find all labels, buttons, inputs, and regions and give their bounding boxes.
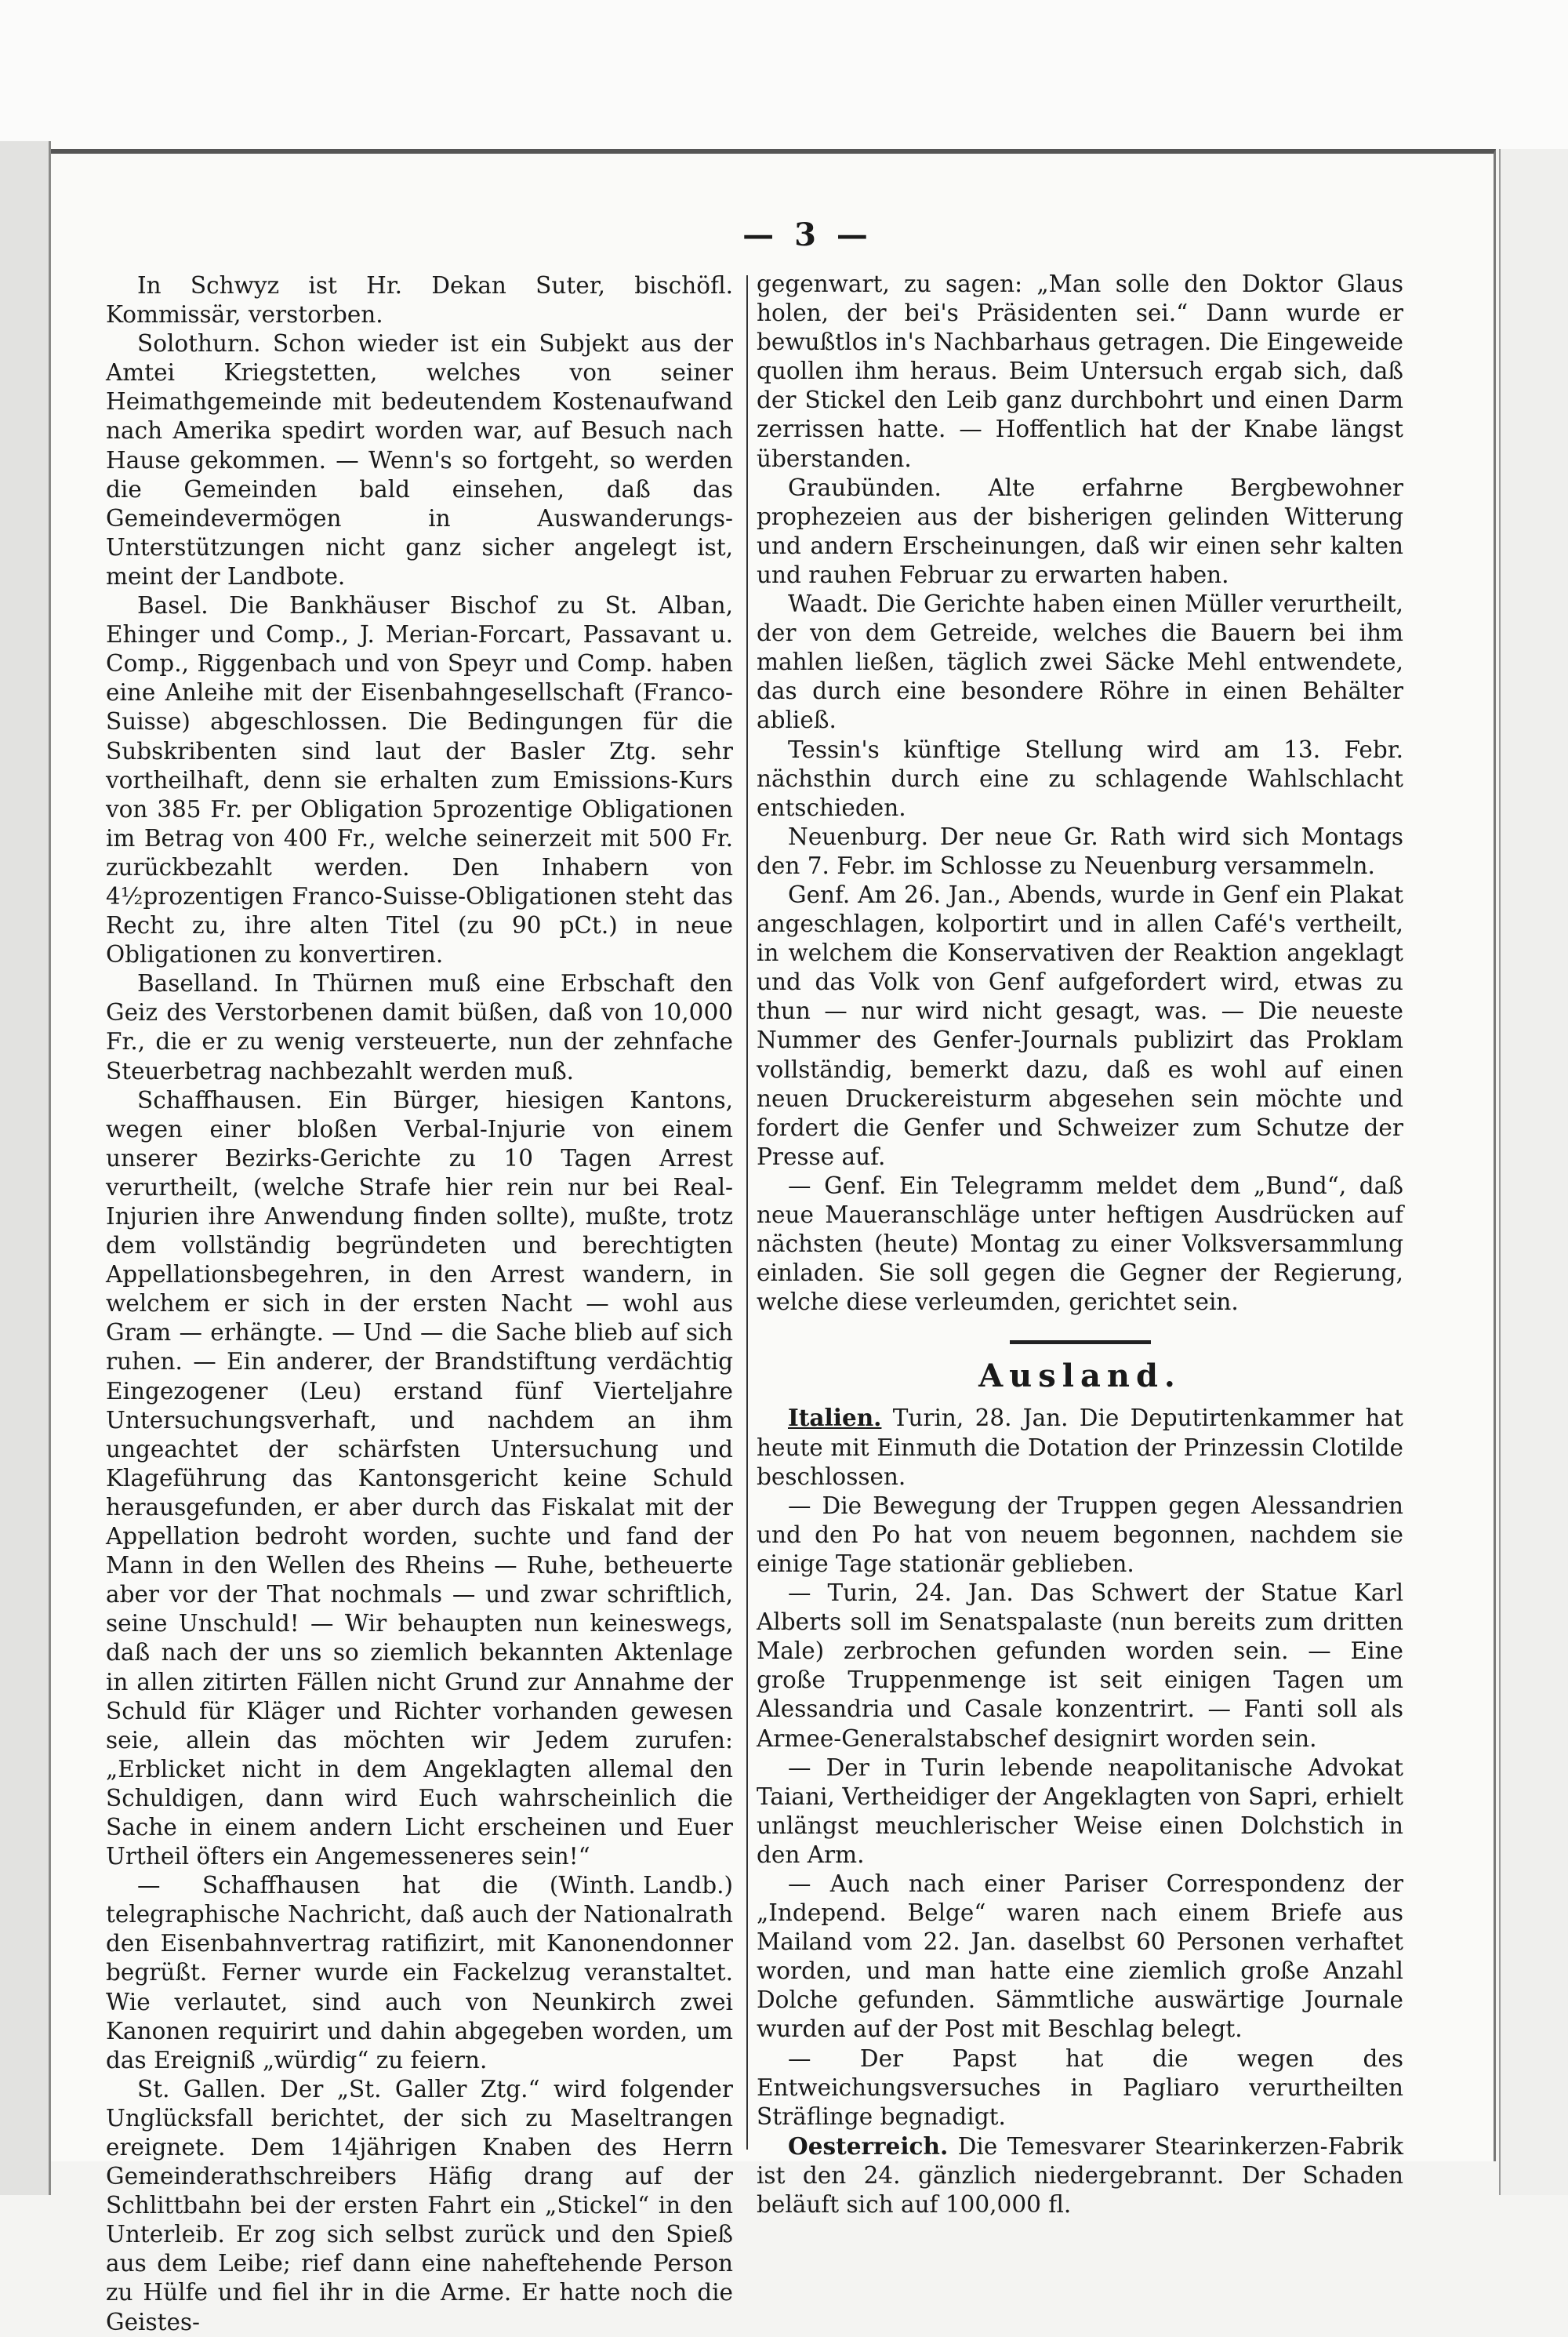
article-tessin <box>757 736 1403 823</box>
right-column <box>757 270 1403 2219</box>
article-lead: Graubünden. <box>788 474 942 501</box>
article-schaffhausen-2 <box>106 1871 733 2075</box>
article-lead: Waadt. <box>788 591 869 618</box>
article-neuenburg <box>757 823 1403 881</box>
article-solothurn <box>106 329 733 591</box>
article-source: (Winth. Landb.) <box>549 1872 733 1899</box>
article-text: künftige Stellung wird am 13. Febr. nächsthin durch eine zu schlagende Wahlschlacht entschieden. <box>757 736 1403 821</box>
section-rule <box>1010 1340 1151 1344</box>
article-text: Der „St. Galler Ztg.“ wird folgender Unglücksfall berichtet, der sich zu Maseltrangen ereignete. Dem 14jährigen Knaben des Herrn Gemeinderathschreibers Häfig drang auf der Schlittbahn bei der ersten Fahrt ein „Stickel“ in den Unterleib. Er zog sich selbst zurück und den Spieß aus dem Leibe; rief dann eine naheftehende Person zu Hülfe und fiel ihr in die Arme. Er hatte noch die Geistes- <box>106 2075 733 2335</box>
article-text: Ein Telegramm meldet dem „Bund“, daß neue Maueranschläge unter heftigen Ausdrücken auf nächsten (heute) Montag zu einer Volksversammlung einladen. Sie soll gegen die Gegner der Regierung, welche diese verleumden, gerichtet sein. <box>757 1172 1403 1316</box>
article-lead: Baselland. <box>137 970 260 998</box>
article-genf-2 <box>757 1172 1403 1317</box>
newspaper-page <box>51 149 1496 2335</box>
article-text: — Der Papst hat die wegen des Entweichungsversuches in Pagliaro verurtheilten Sträflinge begnadigt. <box>757 2044 1403 2130</box>
article-lead: — Schaffhausen <box>137 1872 361 1899</box>
article-lead: St. Gallen. <box>137 2075 267 2103</box>
country-heading: Italien. <box>788 1404 882 1432</box>
article-lead: Genf. <box>788 881 851 908</box>
article-schwyz <box>106 271 733 329</box>
article-lead: Tessin's <box>788 736 880 763</box>
article-baselland <box>106 969 733 1085</box>
article-text: Alte erfahrne Bergbewohner prophezeien aus der bisherigen gelinden Witterung und andern Erscheinungen, daß wir einen sehr kalten und rauhen Februar zu erwarten haben. <box>757 474 1403 588</box>
column-divider <box>746 275 748 2150</box>
article-basel <box>106 591 733 969</box>
article-text: Die Bankhäuser Bischof zu St. Alban, Ehinger und Comp., J. Merian-Forcart, Passavant u. Comp., Riggenbach und von Speyr und Comp. haben eine Anleihe mit der Eisenbahngesellschaft (Franco-Suisse) abgeschlossen. Die Bedingungen für die Subskribenten sind laut der Basler Ztg. sehr vortheilhaft, denn sie erhalten zum Emissions-Kurs von 385 Fr. per Obligation 5prozentige Obligationen im Betrag von 400 Fr., welche seinerzeit mit 500 Fr. zurückbezahlt werden. Den Inhabern von 4½prozentigen Franco-Suisse-Obligationen steht das Recht zu, ihre alten Titel (zu 90 pCt.) in neue Obligationen zu konvertiren. <box>106 592 733 969</box>
article-text: — Der in Turin lebende neapolitanische Advokat Taiani, Vertheidiger der Angeklagten von Sapri, erhielt unlängst meuchlerischer Weise einen Dolchstich in den Arm. <box>757 1754 1403 1868</box>
article-text: Die Gerichte haben einen Müller verurtheilt, der von dem Getreide, welches die Bauern bei ihm mahlen ließen, täglich zwei Säcke Mehl entwendete, das durch eine besondere Röhre in einen Behälter abließ. <box>757 591 1403 734</box>
article-st-gallen-continued <box>757 270 1403 474</box>
article-italien <box>757 1403 1403 1491</box>
article-lead: Solothurn. <box>137 330 261 358</box>
article-text: — Turin, 24. Jan. Das Schwert der Statue Karl Alberts soll im Senatspalaste (nun bereits zum dritten Male) zerbrochen gefunden worden sein. — Eine große Truppenmenge ist seit einigen Tagen um Alessandria und Casale konzentrirt. — Fanti soll als Armee-Generalstabschef designirt worden sein. <box>757 1579 1403 1752</box>
article-st-gallen <box>106 2075 733 2337</box>
article-waadt <box>757 590 1403 735</box>
article-italien-mailand <box>757 1870 1403 2044</box>
article-text: — Die Bewegung der Truppen gegen Alessandrien und den Po hat von neuem begonnen, nachdem sie einige Tage stationär geblieben. <box>757 1492 1403 1577</box>
article-genf <box>757 881 1403 1172</box>
scan-background-top <box>0 0 1568 149</box>
article-text: In Thürnen muß eine Erbschaft den Geiz des Verstorbenen damit büßen, daß von 10,000 Fr., die er zu wenig versteuerte, nun der zehnfache Steuerbetrag nachbezahlt werden muß. <box>106 970 733 1085</box>
article-text: Der neue Gr. Rath wird sich Montags den 7. Febr. im Schlosse zu Neuenburg versammeln. <box>757 823 1403 879</box>
page-edge-right <box>1499 149 1568 2195</box>
page-number: — 3 — <box>742 216 873 253</box>
article-text: Turin, 28. Jan. Die Deputirtenkammer hat heute mit Einmuth die Dotation der Prinzessin Clotilde beschlossen. <box>757 1405 1403 1490</box>
article-italien-truppen <box>757 1492 1403 1579</box>
article-text: hat die telegraphische Nachricht, daß auch der Nationalrath den Eisenbahnvertrag ratifizirt, mit Kanonendonner begrüßt. Ferner wurde ein Fackelzug veranstaltet. Wie verlautet, sind auch von Neunkirch zwei Kanonen requirirt und dahin abgegeben worden, um das Ereigniß „würdig“ zu feiern. <box>106 1872 733 2073</box>
section-title-ausland: Ausland. <box>978 1357 1181 1395</box>
country-heading: Oesterreich. <box>788 2132 949 2160</box>
article-text: — Auch nach einer Pariser Correspondenz der „Independ. Belge“ waren nach einem Briefe aus Mailand vom 22. Jan. daselbst 60 Personen verhaftet worden, und man hatte eine ziemlich große Anzahl Dolche gefunden. Sämmtliche auswärtige Journale wurden auf der Post mit Beschlag belegt. <box>757 1870 1403 2043</box>
article-schaffhausen <box>106 1086 733 1899</box>
article-lead: In Schwyz <box>137 272 280 299</box>
article-italien-papst <box>757 2044 1403 2132</box>
previous-page-edge <box>0 141 51 2195</box>
article-text: Schon wieder ist ein Subjekt aus der Amtei Kriegstetten, welches von seiner Heimathgemeinde mit bedeutendem Kostenaufwand nach Amerika spedirt worden war, auf Besuch nach Hause gekommen. — Wenn's so fortgeht, so werden die Gemeinden bald einsehen, daß das Gemeindevermögen in Auswanderungs-Unterstützungen nicht ganz sicher angelegt ist, meint der Landbote. <box>106 330 733 590</box>
article-text: Die Temesvarer Stearinkerzen-Fabrik ist den 24. gänzlich niedergebrannt. Der Schaden beläuft sich auf 100,000 fl. <box>757 2132 1403 2218</box>
article-lead: Schaffhausen. <box>137 1086 303 1114</box>
article-text: gegenwart, zu sagen: „Man solle den Doktor Glaus holen, der bei's Präsidenten sei.“ Dann wurde er bewußtlos in's Nachbarhaus getragen. Die Eingeweide quollen ihm heraus. Beim Untersuch ergab sich, daß der Stickel den Leib ganz durchbohrt und einen Darm zerrissen hatte. — Hoffentlich hat der Knabe längst überstanden. <box>757 271 1403 472</box>
article-italien-turin <box>757 1579 1403 1754</box>
article-oesterreich <box>757 2132 1403 2219</box>
article-graubuenden <box>757 474 1403 590</box>
article-lead: — Genf. <box>788 1172 887 1199</box>
article-text: Am 26. Jan., Abends, wurde in Genf ein Plakat angeschlagen, kolportirt und in allen Café's vertheilt, in welchem die Konservativen der Reaktion angeklagt und das Volk von Genf aufgefordert wird, etwas zu thun — nur wird nicht gesagt, was. — Die neueste Nummer des Genfer-Journals publizirt das Proklam vollständig, bemerkt dazu, daß es wohl auf einen neuen Druckereisturm abgesehen sein möchte und fordert die Genfer und Schweizer zum Schutze der Presse auf. <box>757 881 1403 1170</box>
article-lead: Neuenburg. <box>788 823 928 850</box>
left-column <box>106 271 733 2337</box>
article-text: ist Hr. Dekan Suter, bischöfl. Kommissär, verstorben. <box>106 272 734 329</box>
article-lead: Basel. <box>137 592 209 620</box>
article-italien-taiani <box>757 1754 1403 1870</box>
article-text: Ein Bürger, hiesigen Kantons, wegen einer bloßen Verbal-Injurie von einem unserer Bezirks-Gerichte zu 10 Tagen Arrest verurtheilt, (welche Strafe hier rein nur bei Real-Injurien ihre Anwendung finden sollte), mußte, trotz dem vollständig begründeten und berechtigten Appellationsbegehren, in den Arrest wandern, in welchem er sich in der ersten Nacht — wohl aus Gram — erhängte. — Und — die Sache blieb auf sich ruhen. — Ein anderer, der Brandstiftung verdächtig Eingezogener (Leu) erstand fünf Vierteljahre Untersuchungsverhaft, und nachdem an ihm ungeachtet der schärfsten Untersuchung und Klageführung das Kantonsgericht keine Schuld herausgefunden, er aber durch das Fiskalat mit der Appellation bedroht worden, suchte und fand der Mann in den Wellen des Rheins — Ruhe, betheuerte aber vor der That nochmals — und zwar schriftlich, seine Unschuld! — Wir behaupten nun keineswegs, daß nach der uns so ziemlich bekannten Aktenlage in allen zitirten Fällen nicht Grund zur Annahme der Schuld für Kläger und Richter vorhanden gewesen seie, allein das möchten wir Jedem zurufen: „Erblicket nicht in dem Angeklagten allemal den Schuldigen, dann wird Euch wahrscheinlich die Sache in einem andern Licht erscheinen und Euer Urtheil öfters ein Angemesseneres sein!“ <box>106 1086 733 1870</box>
